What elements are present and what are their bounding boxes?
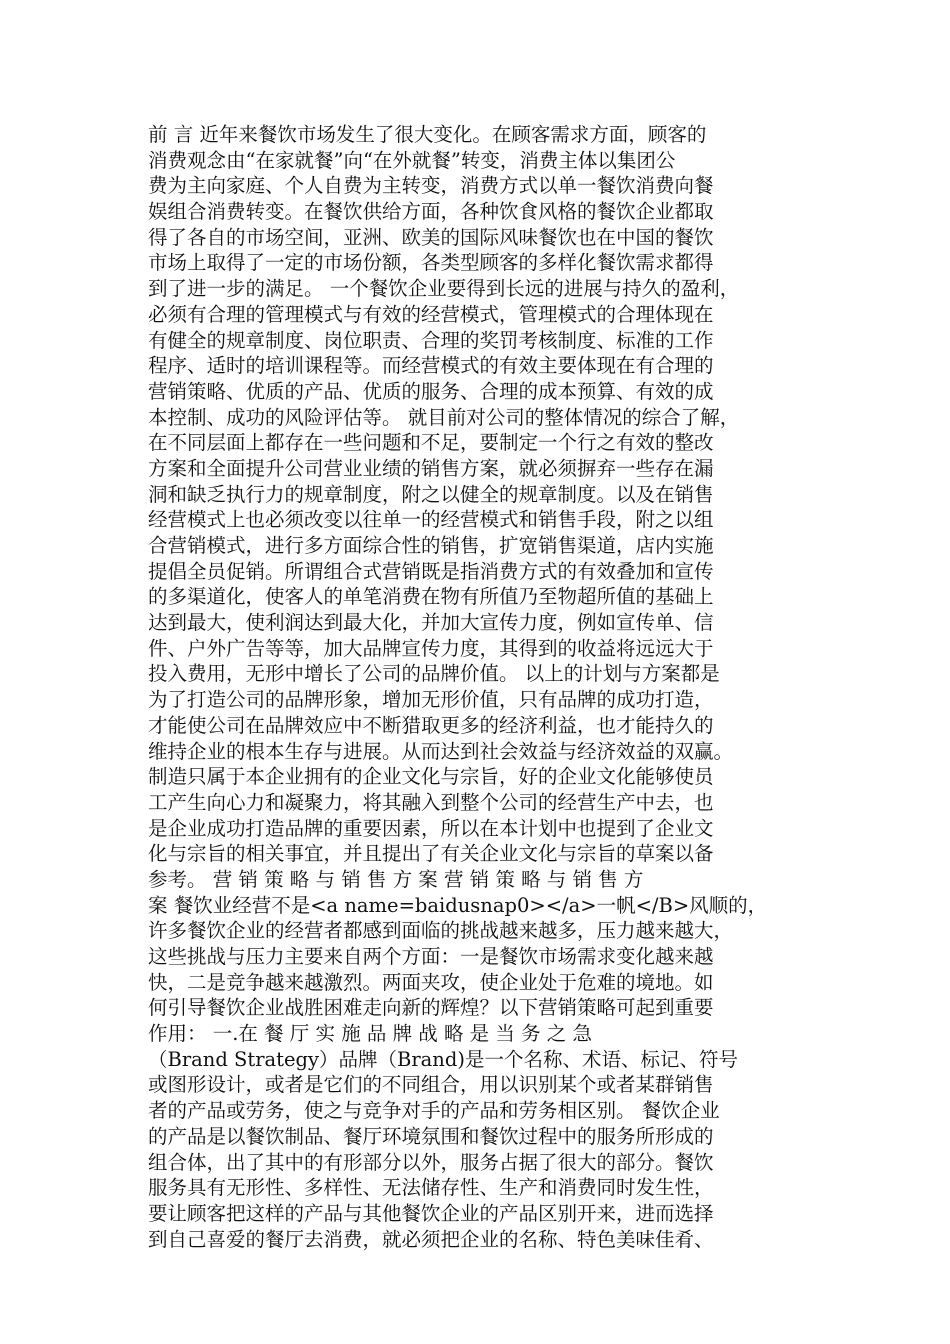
text-line: 得了各自的市场空间，亚洲、欧美的国际风味餐饮也在中国的餐饮 [148, 225, 714, 249]
text-line: 是企业成功打造品牌的重要因素，所以在本计划中也提到了企业文 [148, 816, 714, 840]
text-line: 要让顾客把这样的产品与其他餐饮企业的产品区别开来，进而选择 [148, 1201, 714, 1225]
text-line: 工产生向心力和凝聚力，将其融入到整个公司的经营生产中去，也 [148, 790, 714, 814]
text-line: 市场上取得了一定的市场份额，各类型顾客的多样化餐饮需求都得 [148, 251, 714, 275]
text-line: 的产品是以餐饮制品、餐厅环境氛围和餐饮过程中的服务所形成的 [148, 1124, 714, 1148]
text-line: 到自己喜爱的餐厅去消费，就必须把企业的名称、特色美味佳肴、 [148, 1227, 714, 1251]
text-line: 合营销模式，进行多方面综合性的销售，扩宽销售渠道，店内实施 [148, 534, 714, 557]
text-line: 快，二是竞争越来越激烈。两面夹攻，使企业处于危难的境地。如 [148, 970, 714, 994]
text-line: 服务具有无形性、多样性、无法储存性、生产和消费同时发生性， [148, 1176, 714, 1200]
text-line: 这些挑战与压力主要来自两个方面：一是餐饮市场需求变化越来越 [148, 945, 714, 968]
text-line: 为了打造公司的品牌形象，增加无形价值，只有品牌的成功打造， [148, 688, 714, 712]
text-line: 化与宗旨的相关事宜，并且提出了有关企业文化与宗旨的草案以备 [148, 842, 714, 866]
text-line: 者的产品或劳务，使之与竞争对手的产品和劳务相区别。 餐饮企业 [148, 1099, 720, 1123]
text-line: 营销策略、优质的产品、优质的服务、合理的成本预算、有效的成 [148, 379, 714, 403]
text-line: 作用： 一.在 餐 厅 实 施 品 牌 战 略 是 当 务 之 急 [148, 1022, 592, 1046]
text-line: 在不同层面上都存在一些问题和不足，要制定一个行之有效的整改 [148, 431, 714, 455]
text-line: 程序、适时的培训课程等。而经营模式的有效主要体现在有合理的 [148, 354, 714, 378]
text-line: 方案和全面提升公司营业业绩的销售方案，就必须摒弃一些存在漏 [148, 456, 714, 480]
text-line: （Brand Strategy）品牌（Brand)是一个名称、术语、标记、符号 [148, 1047, 738, 1071]
text-line: 到了进一步的满足。 一个餐饮企业要得到长远的进展与持久的盈利， [148, 277, 740, 301]
text-line: 费为主向家庭、个人自费为主转变，消费方式以单一餐饮消费向餐 [148, 174, 714, 198]
text-line: 许多餐饮企业的经营者都感到面临的挑战越来越多，压力越来越大， [148, 919, 734, 943]
text-line: 经营模式上也必须改变以往单一的经营模式和销售手段，附之以组 [148, 508, 714, 532]
text-line: 案 餐饮业经营不是<a name=baidusnap0></a>一帆</B>风顺的， [148, 893, 768, 917]
text-line: 消费观念由“在家就餐”向“在外就餐”转变，消费主体以集团公 [148, 148, 676, 172]
text-line: 参考。 营 销 策 略 与 销 售 方 案 营 销 策 略 与 销 售 方 [148, 867, 644, 891]
text-line: 或图形设计，或者是它们的不同组合，用以识别某个或者某群销售 [148, 1073, 714, 1097]
text-line: 维持企业的根本生存与进展。从而达到社会效益与经济效益的双赢。 [148, 739, 734, 763]
text-line: 的多渠道化，使客人的单笔消费在物有所值乃至物超所值的基础上 [148, 585, 714, 609]
text-line: 何引导餐饮企业战胜困难走向新的辉煌？以下营销策略可起到重要 [148, 996, 714, 1020]
text-line: 本控制、成功的风险评估等。 就目前对公司的整体情况的综合了解， [148, 405, 740, 429]
text-line: 才能使公司在品牌效应中不断猎取更多的经济利益，也才能持久的 [148, 713, 714, 737]
document-body [148, 122, 816, 1252]
text-line: 达到最大，使利润达到最大化，并加大宣传力度，例如宣传单、信 [148, 611, 714, 635]
text-line: 制造只属于本企业拥有的企业文化与宗旨，好的企业文化能够使员 [148, 765, 714, 789]
text-line: 提倡全员促销。所谓组合式营销既是指消费方式的有效叠加和宣传 [148, 559, 714, 583]
text-line: 娱组合消费转变。在餐饮供给方面，各种饮食风格的餐饮企业都取 [148, 200, 714, 224]
text-line: 前 言 近年来餐饮市场发生了很大变化。在顾客需求方面，顾客的 [148, 123, 707, 146]
text-line: 洞和缺乏执行力的规章制度，附之以健全的规章制度。以及在销售 [148, 482, 714, 506]
text-line: 投入费用，无形中增长了公司的品牌价值。 以上的计划与方案都是 [148, 662, 720, 686]
text-line: 件、户外广告等等，加大品牌宣传力度，其得到的收益将远远大于 [148, 636, 714, 660]
text-line: 组合体，出了其中的有形部分以外，服务占据了很大的部分。餐饮 [148, 1150, 714, 1174]
text-line: 必须有合理的管理模式与有效的经营模式，管理模式的合理体现在 [148, 302, 714, 326]
text-line: 有健全的规章制度、岗位职责、合理的奖罚考核制度、标准的工作 [148, 328, 714, 352]
